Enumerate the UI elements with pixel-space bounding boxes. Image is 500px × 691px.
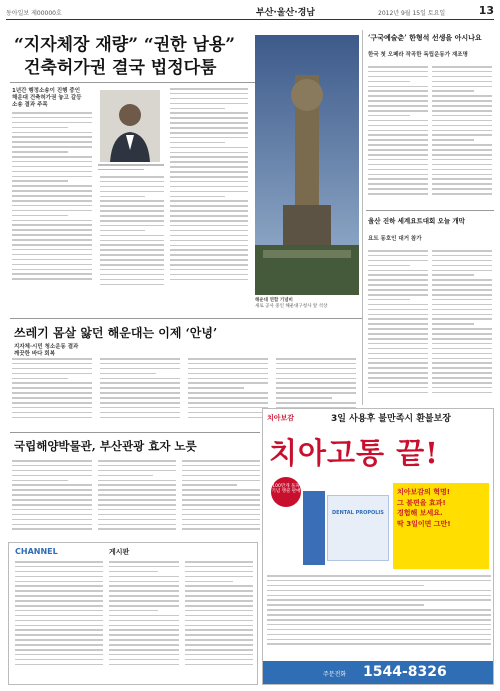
article1-headline-2: 건축허가권 결국 법정다툼 — [24, 58, 217, 78]
sidebar-top-headline: ‘구국예술춘’ 한형석 선생을 아시나요 — [368, 33, 482, 42]
divider — [366, 210, 494, 211]
ad-phone-label: 주문전화 — [323, 671, 347, 678]
sidebar-top-sub: 한국 첫 오페라 작곡한 독립운동가 재조명 — [368, 52, 468, 58]
sidebar-top-col-2 — [432, 66, 492, 206]
photo-label: 해운대 연합 기념비 — [255, 298, 293, 303]
article3-headline: 국립해양박물관, 부산관광 효자 노릇 — [14, 439, 197, 453]
column-divider — [362, 30, 363, 405]
article1-col-2 — [100, 176, 164, 294]
ad-product-box — [303, 491, 325, 565]
sidebar-top-col-1 — [368, 66, 428, 206]
article1-sub-3: 소송 결과 주목 — [12, 102, 48, 109]
article2-col-1 — [12, 358, 92, 428]
channel-brand: CHANNEL — [15, 547, 58, 556]
divider — [10, 318, 362, 319]
ad-product-pack — [327, 495, 389, 561]
channel-label: 게시판 — [109, 548, 130, 556]
ad-product-name: DENTAL PROPOLIS — [332, 510, 384, 516]
article1-sub-1: 1년간 행정소송이 진행 중인 — [12, 88, 81, 94]
article2-headline: 쓰레기 몸살 앓던 해운대는 이제 ‘안녕’ — [14, 326, 218, 340]
section-title: 부산·울산·경남 — [256, 8, 316, 18]
article2-sub-1: 지자체·시민 청소운동 결과 — [14, 344, 79, 350]
board-col-2 — [185, 561, 253, 681]
article3-col-1 — [12, 460, 92, 538]
article2-subheads — [14, 344, 134, 358]
ad-brand: 치아보감 — [267, 414, 295, 422]
article1-col-1 — [12, 112, 92, 292]
ad-fine-print — [267, 575, 491, 657]
ad-bullet: 그 불편을 효과! — [397, 498, 446, 507]
monument-photo — [255, 35, 359, 295]
article1-headline-1: “지자체장 재량” “권한 남용” — [14, 35, 236, 55]
ad-bullet: 경험해 보세요. — [397, 509, 443, 517]
ad-badge: 100만개 돌파기념 앵콜 판매 — [271, 477, 301, 507]
sidebar-mid-sub: 요트 동호인 대거 참가 — [368, 236, 422, 242]
board-col-1 — [109, 561, 179, 681]
ad-headline: 치아고통 끝! — [269, 436, 439, 470]
paper-name: 동아일보 제00000호 — [6, 10, 62, 17]
dental-ad — [262, 408, 494, 685]
sidebar-mid-col-1 — [368, 250, 428, 400]
page-number: 13 — [478, 4, 494, 17]
ad-phone: 1544-8326 — [363, 664, 447, 680]
article3-col-2 — [98, 460, 176, 538]
ad-tag: 3일 사용후 불만족시 환불보장 — [331, 414, 451, 424]
article2-col-3 — [188, 358, 268, 428]
ad-order-bar — [263, 661, 494, 685]
sidebar-mid-headline: 울산 진하 세계요트대회 오늘 개막 — [368, 217, 465, 225]
channel-list — [15, 561, 103, 681]
sidebar-mid-col-2 — [432, 250, 492, 400]
article1-sub-2: 해운대 건축허가권 놓고 갈등 — [12, 95, 82, 102]
ad-bullet: 딱 3일이면 그만! — [397, 519, 451, 528]
issue-date: 2012년 9월 15일 토요일 — [378, 10, 446, 17]
article1-col-3 — [170, 88, 248, 294]
channel-box — [8, 542, 258, 685]
photo-caption — [255, 298, 359, 309]
divider — [10, 432, 260, 433]
photo-caption-text: 새로 공사 중인 해운대구청사 앞 석상 — [255, 303, 328, 309]
masthead — [6, 4, 494, 20]
portrait-caption — [98, 164, 164, 174]
portrait-photo — [100, 90, 160, 162]
ad-bullet: 치아보감의 혁명! — [397, 488, 450, 496]
article1-subheads — [12, 88, 102, 109]
ad-bullet-box — [393, 483, 489, 569]
article3-col-3 — [182, 460, 260, 538]
article2-col-2 — [100, 358, 180, 428]
article2-sub-2: 깨끗한 바다 회복 — [14, 351, 56, 358]
